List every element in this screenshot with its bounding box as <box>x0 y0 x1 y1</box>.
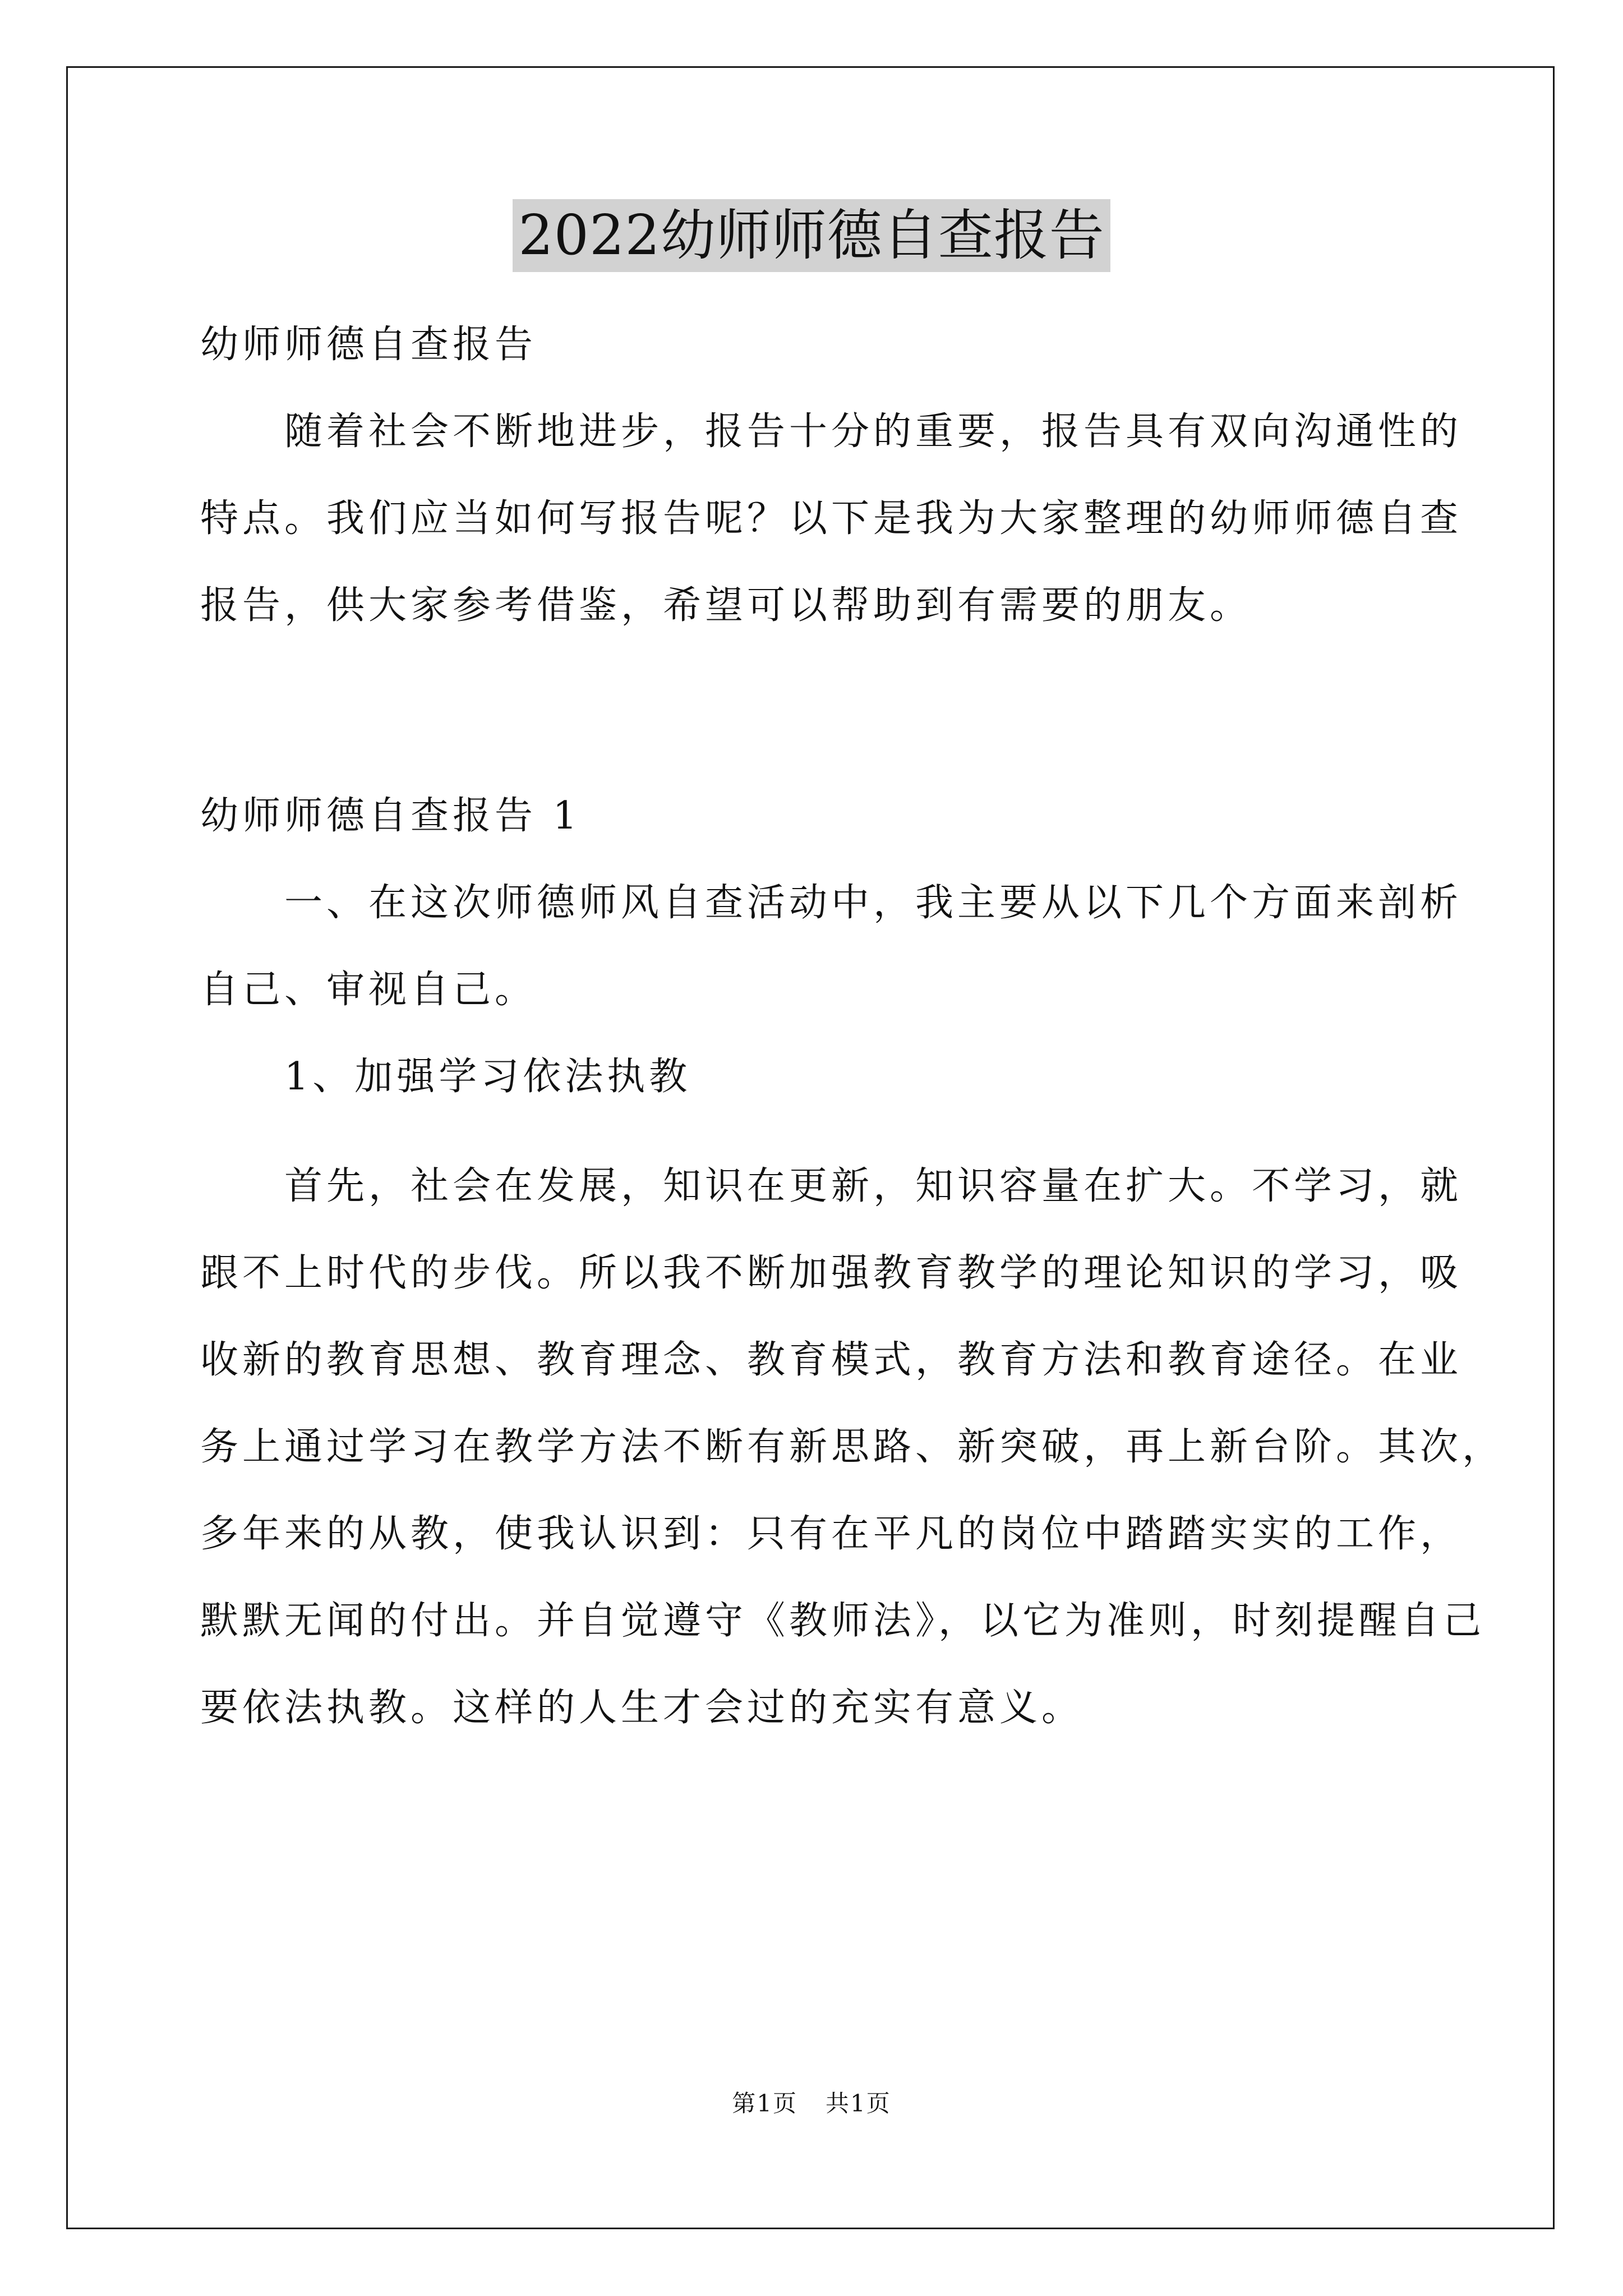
title-container <box>0 199 1623 272</box>
body-line: 幼师师德自查报告 <box>200 323 537 367</box>
subsection-heading: 1、加强学习依法执教 <box>200 1055 691 1099</box>
body-line: 一、在这次师德师风自查活动中，我主要从以下几个方面来剖析 <box>200 881 1463 925</box>
page-border <box>66 66 1555 2229</box>
document-title: 2022幼师师德自查报告 <box>513 199 1110 272</box>
body-line: 首先，社会在发展，知识在更新，知识容量在扩大。不学习，就 <box>200 1164 1463 1208</box>
body-line: 多年来的从教，使我认识到：只有在平凡的岗位中踏踏实实的工作， <box>200 1512 1463 1556</box>
body-line: 随着社会不断地进步，报告十分的重要，报告具有双向沟通性的 <box>200 409 1463 454</box>
body-line: 自己、审视自己。 <box>200 968 537 1012</box>
body-line: 报告，供大家参考借鉴，希望可以帮助到有需要的朋友。 <box>200 583 1252 628</box>
body-line: 收新的教育思想、教育理念、教育模式，教育方法和教育途径。在业 <box>200 1338 1463 1382</box>
body-line: 务上通过学习在教学方法不断有新思路、新突破，再上新台阶。其次， <box>200 1425 1505 1469</box>
body-line: 要依法执教。这样的人生才会过的充实有意义。 <box>200 1686 1084 1730</box>
body-line: 特点。我们应当如何写报告呢？以下是我为大家整理的幼师师德自查 <box>200 496 1463 541</box>
page-total: 共1页 <box>826 2090 891 2117</box>
body-line: 默默无闻的付出。并自觉遵守《教师法》，以它为准则，时刻提醒自己 <box>200 1599 1486 1643</box>
body-line: 跟不上时代的步伐。所以我不断加强教育教学的理论知识的学习，吸 <box>200 1251 1463 1295</box>
page-number: 第1页 <box>732 2090 797 2117</box>
page-footer <box>0 2087 1623 2120</box>
section-heading: 幼师师德自查报告 1 <box>200 794 581 838</box>
